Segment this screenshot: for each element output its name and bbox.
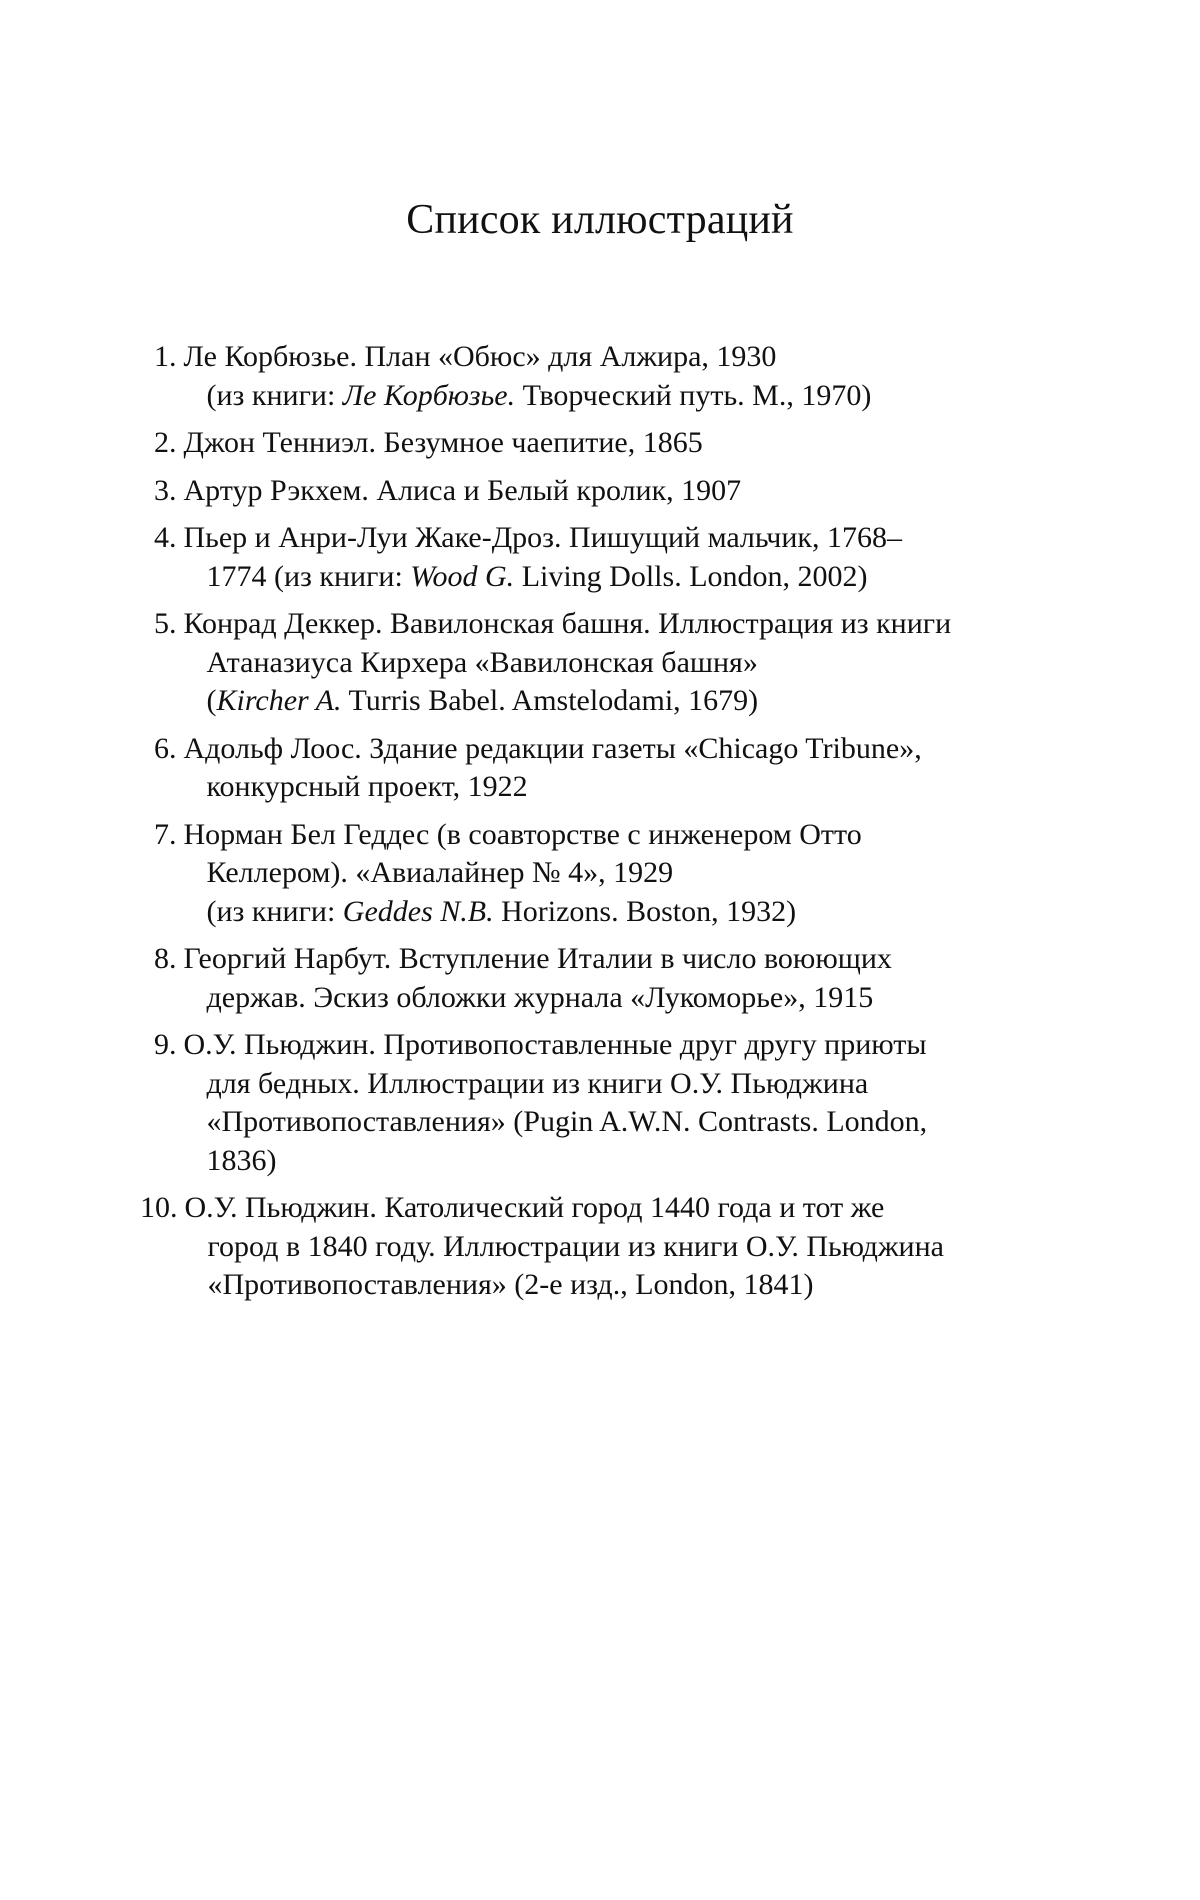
list-item [154,519,1054,596]
item-line [207,682,1055,721]
text-segment: О.У. Пьюджин. Католический город 1440 года и тот же [185,1191,885,1224]
italic-author: Ле Корбюзье. [343,379,515,412]
text-segment: Ле Корбюзье. План «Обюс» для Алжира, 1930 [184,340,777,373]
item-line [184,1026,1055,1065]
italic-author: Wood G. [410,560,514,593]
list-item [154,1189,1054,1305]
text-segment: Living Dolls. London, 2002) [514,560,867,593]
text-segment: «Противопоставления» (Pugin A.W.N. Contrasts. London, [207,1105,928,1138]
list-item [154,940,1054,1017]
item-number: 10. [140,1189,178,1305]
item-line [207,1103,1055,1142]
text-segment: держав. Эскиз обложки журнала «Лукоморье», 1915 [207,981,874,1014]
list-item [154,1026,1054,1180]
item-text [177,338,1055,415]
item-text [178,1189,1055,1305]
item-number: 2. [154,424,177,463]
item-line [207,979,1055,1018]
item-line [207,558,1055,597]
item-line [184,605,1055,644]
item-text [177,519,1055,596]
item-text [177,605,1055,721]
text-segment: Horizons. Boston, 1932) [494,895,797,928]
list-item [154,338,1054,415]
item-line [207,1142,1055,1181]
item-line [184,519,1055,558]
item-line [207,854,1055,893]
item-text [177,424,1055,463]
item-number: 3. [154,472,177,511]
item-line [208,1266,1055,1305]
text-segment: 1836) [207,1144,277,1177]
text-segment: ( [207,684,217,717]
item-line [184,940,1055,979]
italic-author: Kircher A. [217,684,342,717]
text-segment: О.У. Пьюджин. Противопоставленные друг другу приюты [184,1028,927,1061]
item-line [207,644,1055,683]
list-item [154,424,1054,463]
document-page [0,0,1200,1900]
item-line [207,1065,1055,1104]
text-segment: Пьер и Анри-Луи Жаке-Дроз. Пишущий мальчик, 1768– [184,521,903,554]
text-segment: город в 1840 году. Иллюстрации из книги О.У. Пьюджина [208,1230,944,1263]
item-number: 9. [154,1026,177,1180]
text-segment: Келлером). «Авиалайнер № 4», 1929 [207,856,674,889]
text-segment: Творческий путь. М., 1970) [515,379,871,412]
text-segment: Артур Рэкхем. Алиса и Белый кролик, 1907 [184,474,742,507]
item-number: 1. [154,338,177,415]
item-number: 6. [154,730,177,807]
text-segment: конкурсный проект, 1922 [207,770,528,803]
item-line [184,816,1055,855]
text-segment: 1774 (из книги: [207,560,411,593]
item-text [177,816,1055,932]
item-line [207,893,1055,932]
text-segment: Конрад Деккер. Вавилонская башня. Иллюстрация из книги [184,607,952,640]
item-text [177,730,1055,807]
text-segment: Джон Тенниэл. Безумное чаепитие, 1865 [184,426,703,459]
illustration-list [154,338,1054,1314]
item-text [177,940,1055,1017]
list-item [154,472,1054,511]
text-segment: «Противопоставления» (2-е изд., London, 1841) [208,1268,814,1301]
item-line [184,472,1055,511]
text-segment: (из книги: [207,379,343,412]
item-line [184,730,1055,769]
list-item [154,730,1054,807]
item-line [207,377,1055,416]
text-segment: Адольф Лоос. Здание редакции газеты «Chicago Tribune», [184,732,922,765]
item-line [184,338,1055,377]
item-line [207,768,1055,807]
list-item [154,816,1054,932]
item-number: 5. [154,605,177,721]
italic-author: Geddes N.B. [343,895,494,928]
item-line [208,1228,1055,1267]
page-title: Список иллюстраций [0,194,1200,246]
item-number: 8. [154,940,177,1017]
item-line [184,424,1055,463]
item-number: 7. [154,816,177,932]
list-item [154,605,1054,721]
item-text [177,472,1055,511]
text-segment: Георгий Нарбут. Вступление Италии в число воюющих [184,942,892,975]
text-segment: (из книги: [207,895,343,928]
item-number: 4. [154,519,177,596]
item-line [185,1189,1055,1228]
text-segment: Turris Babel. Amstelodami, 1679) [342,684,759,717]
text-segment: для бедных. Иллюстрации из книги О.У. Пьюджина [207,1067,869,1100]
text-segment: Норман Бел Геддес (в соавторстве с инженером Отто [184,818,862,851]
item-text [177,1026,1055,1180]
text-segment: Атаназиуса Кирхера «Вавилонская башня» [207,646,758,679]
